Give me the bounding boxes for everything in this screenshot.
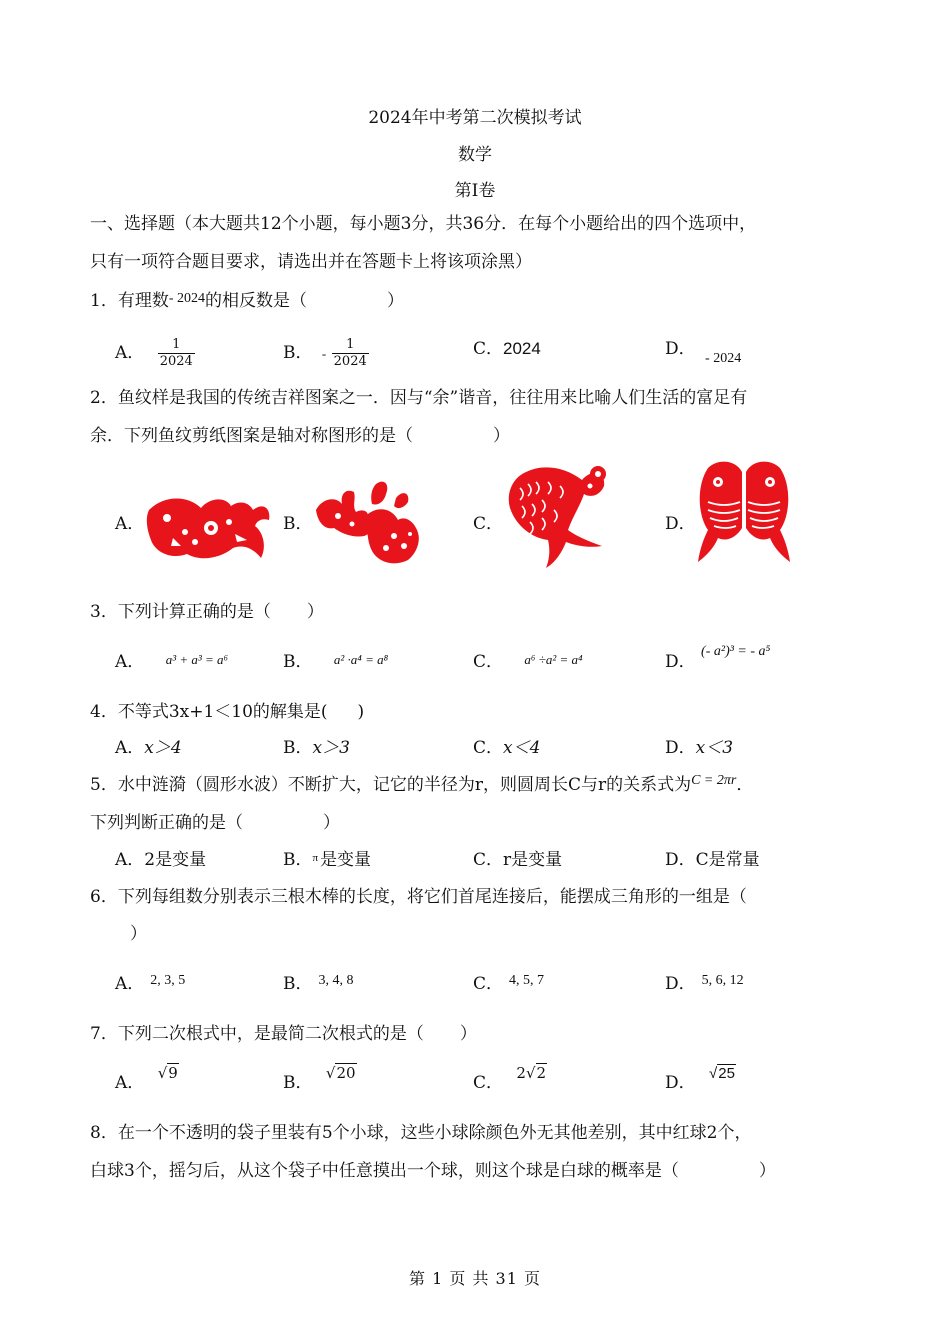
q1-suffix: 的相反数是（ bbox=[205, 291, 307, 311]
q3-option-b[interactable] bbox=[283, 650, 388, 675]
q7-option-d[interactable] bbox=[665, 1065, 736, 1096]
question-3-stem bbox=[90, 600, 860, 624]
q4-d-value: x＜3 bbox=[695, 738, 734, 758]
q7-option-b[interactable] bbox=[283, 1064, 357, 1095]
q7-option-c[interactable] bbox=[473, 1064, 547, 1095]
q1-option-c[interactable] bbox=[473, 337, 541, 361]
option-label: A． bbox=[115, 343, 145, 363]
q3-c-expr: a⁶ ÷a² = a⁴ bbox=[524, 652, 583, 667]
q1-a-fraction: $\frac{1}{2024}$ bbox=[159, 337, 193, 369]
q4-option-a[interactable] bbox=[115, 736, 182, 760]
option-label: D． bbox=[665, 974, 696, 994]
question-5-line2 bbox=[90, 811, 860, 835]
q1-option-a[interactable] bbox=[115, 337, 195, 370]
option-label: D． bbox=[665, 339, 696, 359]
question-8-line1: 8．在一个不透明的袋子里装有5个小球，这些小球除颜色外无其他差别，其中红球2个， bbox=[90, 1123, 752, 1143]
option-label: D． bbox=[665, 652, 696, 672]
q4-a-value: x＞4 bbox=[144, 738, 182, 758]
section-heading-line1: 一、选择题（本大题共12个小题，每小题3分，共36分．在每个小题给出的四个选项中， bbox=[90, 214, 757, 234]
option-label: A． bbox=[115, 738, 145, 758]
q4-option-c[interactable] bbox=[473, 736, 540, 760]
q5-b-value: 是变量 bbox=[320, 850, 372, 870]
option-label: C． bbox=[473, 850, 504, 870]
q4-c-value: x＜4 bbox=[503, 738, 541, 758]
option-label: A． bbox=[115, 1073, 145, 1093]
q7-b-sqrt: √20 bbox=[325, 1064, 356, 1082]
option-label: C． bbox=[473, 339, 504, 359]
q5-a-value: 2是变量 bbox=[144, 850, 207, 870]
question-8-line2 bbox=[90, 1159, 860, 1183]
q5-line1-end: ． bbox=[736, 775, 754, 795]
option-label: B． bbox=[283, 343, 313, 363]
q7-c-sqrt: 2√2 bbox=[516, 1064, 547, 1082]
q7-a-sqrt: √9 bbox=[157, 1064, 178, 1082]
option-label: A． bbox=[115, 974, 145, 994]
q5-formula: C = 2πr bbox=[691, 773, 737, 788]
option-label: A． bbox=[115, 652, 145, 672]
q7-close: ） bbox=[459, 1024, 477, 1044]
papercut-fish-b-image bbox=[312, 476, 424, 568]
q3-a-expr: a³ + a³ = a⁶ bbox=[165, 652, 229, 667]
q5-option-a[interactable] bbox=[115, 848, 206, 872]
q4-b-value: x＞3 bbox=[312, 738, 350, 758]
exam-title: 2024年中考第二次模拟考试 bbox=[368, 108, 582, 128]
q2-option-c[interactable] bbox=[473, 512, 503, 536]
question-1-stem bbox=[90, 287, 860, 313]
q6-option-c[interactable] bbox=[473, 972, 544, 998]
q3-close: ） bbox=[306, 602, 324, 622]
option-label: B． bbox=[283, 738, 313, 758]
option-label: A． bbox=[115, 850, 145, 870]
question-4-stem bbox=[90, 700, 860, 724]
papercut-fish-d-image bbox=[696, 458, 792, 564]
question-2-line2 bbox=[90, 424, 860, 448]
q3-option-d[interactable] bbox=[665, 644, 771, 676]
exam-volume: 第Ⅰ卷 bbox=[454, 181, 496, 201]
option-label: B． bbox=[283, 850, 313, 870]
option-label: B． bbox=[283, 1073, 313, 1093]
q3-option-a[interactable] bbox=[115, 650, 228, 675]
papercut-fish-c-image bbox=[506, 460, 610, 572]
option-label: D． bbox=[665, 738, 696, 758]
q4-stem-text: 4．不等式3x+1＜10的解集是( bbox=[90, 702, 328, 722]
page-footer: 第 1 页 共 31 页 bbox=[409, 1269, 541, 1288]
option-label: D． bbox=[665, 514, 696, 534]
q1-b-sign: - bbox=[321, 346, 327, 361]
q4-option-b[interactable] bbox=[283, 736, 350, 760]
q6-option-d[interactable] bbox=[665, 972, 744, 998]
papercut-fish-a-image bbox=[145, 488, 273, 566]
q3-option-c[interactable] bbox=[473, 650, 583, 675]
q5-option-d[interactable] bbox=[665, 848, 760, 872]
question-7-stem bbox=[90, 1022, 860, 1046]
option-label: A． bbox=[115, 514, 145, 534]
q4-close: ) bbox=[357, 702, 365, 722]
q5-option-c[interactable] bbox=[473, 848, 562, 872]
q5-line2-text: 下列判断正确的是（ bbox=[90, 813, 243, 833]
q6-b-value: 3, 4, 8 bbox=[318, 973, 354, 988]
q2-close: ） bbox=[493, 426, 510, 446]
q1-prefix: 1．有理数 bbox=[90, 291, 169, 311]
option-label: D． bbox=[665, 1073, 696, 1093]
option-label: C． bbox=[473, 1073, 504, 1093]
exam-subject: 数学 bbox=[458, 145, 492, 165]
q3-b-expr: a² ·a⁴ = a⁸ bbox=[333, 652, 389, 667]
option-label: B． bbox=[283, 652, 313, 672]
q1-d-value: - 2024 bbox=[705, 351, 742, 366]
question-2-line1: 2．鱼纹样是我国的传统吉祥图案之一．因与“余”谐音，往往用来比喻人们生活的富足有 bbox=[90, 388, 748, 408]
q8-line2-text: 白球3个，摇匀后，从这个袋子中任意摸出一个球，则这个球是白球的概率是（ bbox=[90, 1161, 679, 1181]
option-label: C． bbox=[473, 514, 504, 534]
q6-option-a[interactable] bbox=[115, 972, 185, 998]
q6-d-value: 5, 6, 12 bbox=[701, 973, 744, 988]
option-label: B． bbox=[283, 974, 313, 994]
q6-option-b[interactable] bbox=[283, 972, 354, 998]
q1-expr: - 2024 bbox=[168, 291, 205, 306]
q1-b-fraction: $\frac{1}{2024}$ bbox=[333, 337, 367, 369]
option-label: B． bbox=[283, 514, 313, 534]
q5-option-b[interactable] bbox=[283, 848, 371, 874]
q8-close: ） bbox=[758, 1161, 776, 1181]
q6-a-value: 2, 3, 5 bbox=[150, 973, 186, 988]
q5-c-value: r是变量 bbox=[503, 850, 563, 870]
option-label: C． bbox=[473, 652, 504, 672]
q2-option-b[interactable] bbox=[283, 512, 313, 536]
question-6-line2: ） bbox=[130, 924, 147, 944]
option-label: C． bbox=[473, 974, 504, 994]
q5-b-pi: π bbox=[312, 852, 319, 864]
q7-stem-text: 7．下列二次根式中，是最简二次根式的是（ bbox=[90, 1024, 424, 1044]
option-label: C． bbox=[473, 738, 504, 758]
q1-c-value: 2024 bbox=[503, 339, 541, 358]
option-label: D． bbox=[665, 850, 696, 870]
q2-option-a[interactable] bbox=[115, 512, 144, 536]
question-5-line1 bbox=[90, 773, 860, 799]
section-heading-line2: 只有一项符合题目要求，请选出并在答题卡上将该项涂黑） bbox=[90, 252, 532, 272]
q1-option-d[interactable] bbox=[665, 337, 742, 366]
q1-option-b[interactable] bbox=[283, 337, 369, 370]
q6-c-value: 4, 5, 7 bbox=[509, 973, 545, 988]
q2-line2-text: 余．下列鱼纹剪纸图案是轴对称图形的是（ bbox=[90, 426, 413, 446]
q1-close: ） bbox=[387, 291, 404, 311]
q5-line1-text: 5．水中涟漪（圆形水波）不断扩大，记它的半径为r，则圆周长C与r的关系式为 bbox=[90, 775, 692, 795]
q3-d-expr: (- a²)³ = - a⁵ bbox=[701, 644, 771, 659]
q3-stem-text: 3．下列计算正确的是（ bbox=[90, 602, 271, 622]
question-6-line1: 6．下列每组数分别表示三根木棒的长度，将它们首尾连接后，能摆成三角形的一组是（ bbox=[90, 887, 747, 907]
q7-option-a[interactable] bbox=[115, 1064, 179, 1095]
q5-close: ） bbox=[323, 813, 340, 833]
q5-d-value: C是常量 bbox=[695, 850, 760, 870]
q7-d-sqrt: √25 bbox=[709, 1065, 735, 1082]
q4-option-d[interactable] bbox=[665, 736, 733, 760]
q2-option-d[interactable] bbox=[665, 512, 696, 536]
